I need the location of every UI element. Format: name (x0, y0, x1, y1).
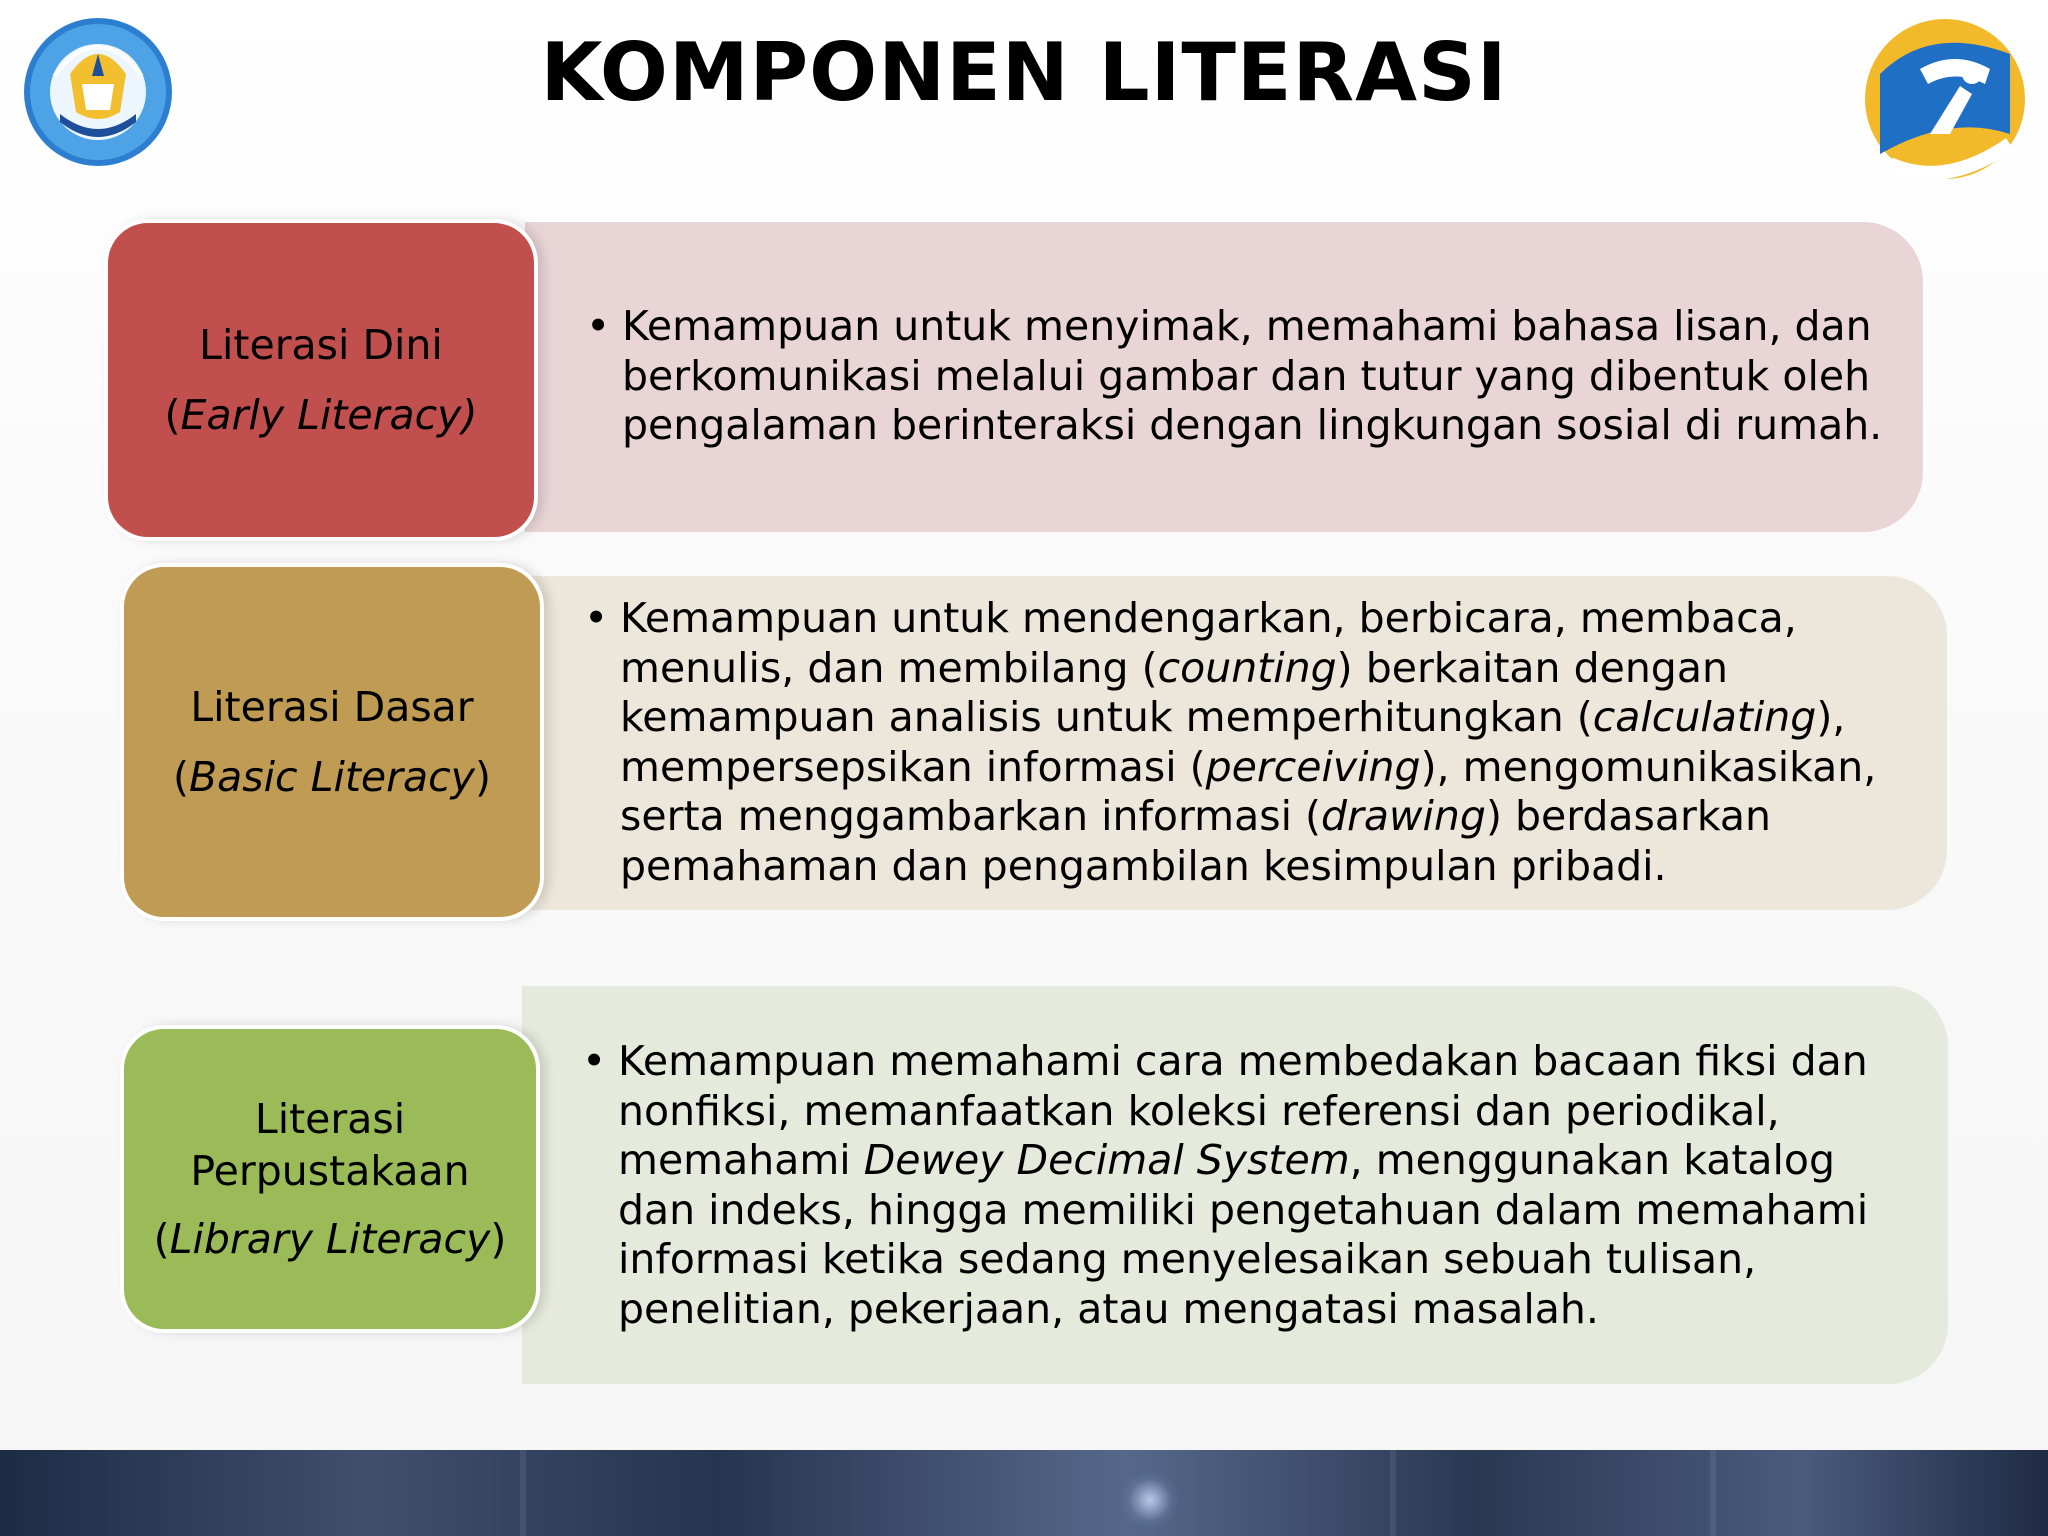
description-line (620, 743, 1876, 793)
basic-literacy-label: (Basic Literacy) (173, 753, 491, 801)
text-run: serta menggambarkan informasi ( (620, 792, 1321, 840)
literasi-dasar-label: Literasi Dasar (190, 683, 474, 731)
text-run: menulis, dan membilang ( (620, 643, 1158, 692)
bullet-marker: • (584, 594, 609, 642)
description-line (620, 792, 1876, 842)
literasi-dasar-box (120, 563, 544, 921)
text-run: penelitian, pekerjaan, atau mengatasi masalah. (618, 1284, 1599, 1333)
description-line (622, 302, 1882, 352)
description-lines (622, 302, 1882, 451)
description-line (618, 1136, 1868, 1186)
text-run: ) berdasarkan (1485, 792, 1771, 840)
description-line (618, 1186, 1868, 1236)
text-run: ) berkaitan dengan (1336, 643, 1728, 692)
description-line (620, 842, 1876, 892)
literasi-perpustakaan-box (120, 1025, 540, 1333)
text-run: Kemampuan untuk mendengarkan, berbicara, membaca, (620, 594, 1797, 642)
bullet-marker: • (582, 1037, 607, 1085)
description-lines (618, 1037, 1868, 1334)
italic-term: calculating (1592, 693, 1817, 741)
description-line (618, 1087, 1868, 1137)
description-line (622, 401, 1882, 451)
footer-light (1120, 1470, 1180, 1530)
description-line (618, 1037, 1868, 1087)
description-line (620, 644, 1876, 694)
text-run: mempersepsikan informasi ( (620, 742, 1206, 791)
library-literacy-label: (Library Literacy) (153, 1215, 507, 1263)
text-run: dan indeks, hingga memiliki pengetahuan dalam memahami (618, 1185, 1869, 1234)
description-line (620, 693, 1876, 743)
tut-wuri-handayani-logo (20, 14, 176, 170)
description-line (618, 1285, 1868, 1335)
literasi-dini-label: Literasi Dini (199, 321, 443, 369)
bullet-marker: • (586, 302, 611, 350)
text-run: pengalaman berinteraksi dengan lingkungan sosial di rumah. (622, 401, 1883, 449)
description-line (620, 594, 1876, 644)
description-lines (620, 594, 1876, 891)
italic-term: drawing (1320, 792, 1486, 840)
footer-stripe (1390, 1450, 1396, 1536)
text-run: berkomunikasi melalui gambar dan tutur yang dibentuk oleh (622, 351, 1871, 400)
description-line (618, 1235, 1868, 1285)
text-run: nonfiksi, memanfaatkan koleksi referensi dan periodikal, (618, 1086, 1780, 1135)
text-run: memahami (618, 1136, 864, 1184)
text-run: Kemampuan memahami cara membedakan bacaan fiksi dan (618, 1037, 1868, 1085)
text-run: informasi ketika sedang menyelesaikan sebuah tulisan, (618, 1235, 1757, 1283)
footer-stripe (1710, 1450, 1716, 1536)
text-run: ), mengomunikasikan, (1420, 742, 1877, 791)
early-literacy-label: (Early Literacy) (164, 391, 478, 439)
italic-term: Dewey Decimal System (863, 1136, 1350, 1184)
kurikulum-2013-logo (1860, 14, 2030, 184)
text-run: , menggunakan katalog (1349, 1136, 1836, 1184)
italic-term: perceiving (1205, 742, 1421, 791)
text-run: ), (1816, 693, 1846, 741)
footer-stripe (520, 1450, 526, 1536)
text-run: kemampuan analisis untuk memperhitungkan ( (620, 693, 1593, 741)
literasi-dini-box (104, 219, 538, 541)
literasi-perpustakaan-label: Literasi Perpustakaan (190, 1095, 470, 1195)
description-line (622, 352, 1882, 402)
text-run: Kemampuan untuk menyimak, memahami bahasa lisan, dan (622, 302, 1872, 350)
text-run: pemahaman dan pengambilan kesimpulan pribadi. (620, 841, 1667, 890)
italic-term: counting (1157, 643, 1337, 692)
footer-band (0, 1450, 2048, 1536)
slide-title: KOMPONEN LITERASI (540, 26, 1508, 119)
